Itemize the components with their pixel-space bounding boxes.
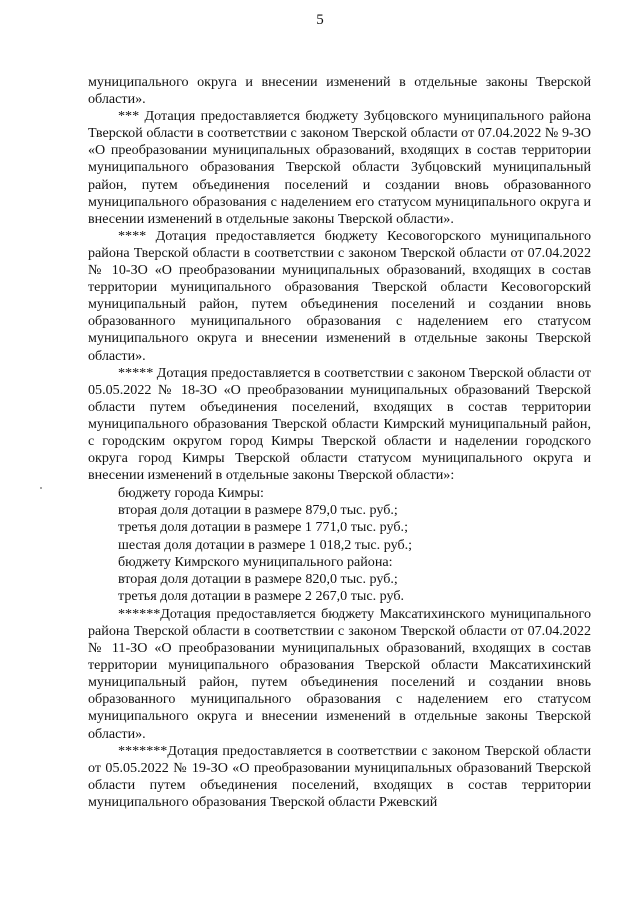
allocation-item: бюджету Кимрского муниципального района: xyxy=(118,553,393,570)
allocation-item: вторая доля дотации в размере 820,0 тыс. руб.; xyxy=(118,570,398,587)
allocation-list xyxy=(118,485,591,605)
page-number: 5 xyxy=(316,12,324,28)
allocation-item: бюджету города Кимры: xyxy=(118,485,264,502)
continuation-paragraph: муниципального округа и внесении изменений в отдельные законы Тверской области». xyxy=(88,74,591,108)
allocation-item: шестая доля дотации в размере 1 018,2 тыс. руб.; xyxy=(118,536,413,553)
footnote-3-paragraph: *** Дотация предоставляется бюджету Зубцовского муниципального района Тверской области в соответствии с законом Тверской области от 07.04.2022 № 9-ЗО «О преобразовании муниципальных образований, входящих в состав территории муниципального образования Тверской области Зубцовский муниципальный район, путем объединения поселений и создании вновь образованного муниципального образования с наделением его статусом муниципального округа и внесении изменений в отдельные законы Тверской области». xyxy=(88,108,591,227)
footnote-4-paragraph: **** Дотация предоставляется бюджету Кесовогорского муниципального района Тверской области в соответствии с законом Тверской области от 07.04.2022 № 10-ЗО «О преобразовании муниципальных образований, входящих в состав территории муниципального образования Тверской области Кесовогорский муниципальный район, путем объединения поселений и создании вновь образованного муниципального образования с наделением его статусом муниципального округа и внесении изменений в отдельные законы Тверской области». xyxy=(88,227,591,364)
margin-speck xyxy=(40,487,42,489)
footnote-6-paragraph: ******Дотация предоставляется бюджету Максатихинского муниципального района Тверской области в соответствии с законом Тверской области от 07.04.2022 № 11-ЗО «О преобразовании муниципальных образований, входящих в состав территории муниципального образования Тверской области Максатихинский муниципальный район, путем объединения поселений и создании вновь образованного муниципального образования с наделением его статусом муниципального округа и внесении изменений в отдельные законы Тверской области». xyxy=(88,605,591,742)
allocation-item: третья доля дотации в размере 1 771,0 тыс. руб.; xyxy=(118,519,408,536)
document-body xyxy=(88,74,591,811)
allocation-item: третья доля дотации в размере 2 267,0 тыс. руб. xyxy=(118,587,405,604)
allocation-item: вторая доля дотации в размере 879,0 тыс. руб.; xyxy=(118,502,398,519)
footnote-5-paragraph: ***** Дотация предоставляется в соответствии с законом Тверской области от 05.05.2022 № 18-ЗО «О преобразовании муниципальных образований Тверской области путем объединения поселений, входящих в состав территории муниципального образования Тверской области Кимрский муниципальный район, с городским округом город Кимры Тверской области и наделении городского округа город Кимры Тверской области статусом муниципального округа и внесении изменений в отдельные законы Тверской области»: xyxy=(88,364,591,484)
footnote-7-paragraph: *******Дотация предоставляется в соответствии с законом Тверской области от 05.05.2022 № 19-ЗО «О преобразовании муниципальных образований Тверской области путем объединения поселений, входящих в состав территории муниципального образования Тверской области Ржевский xyxy=(88,742,591,810)
